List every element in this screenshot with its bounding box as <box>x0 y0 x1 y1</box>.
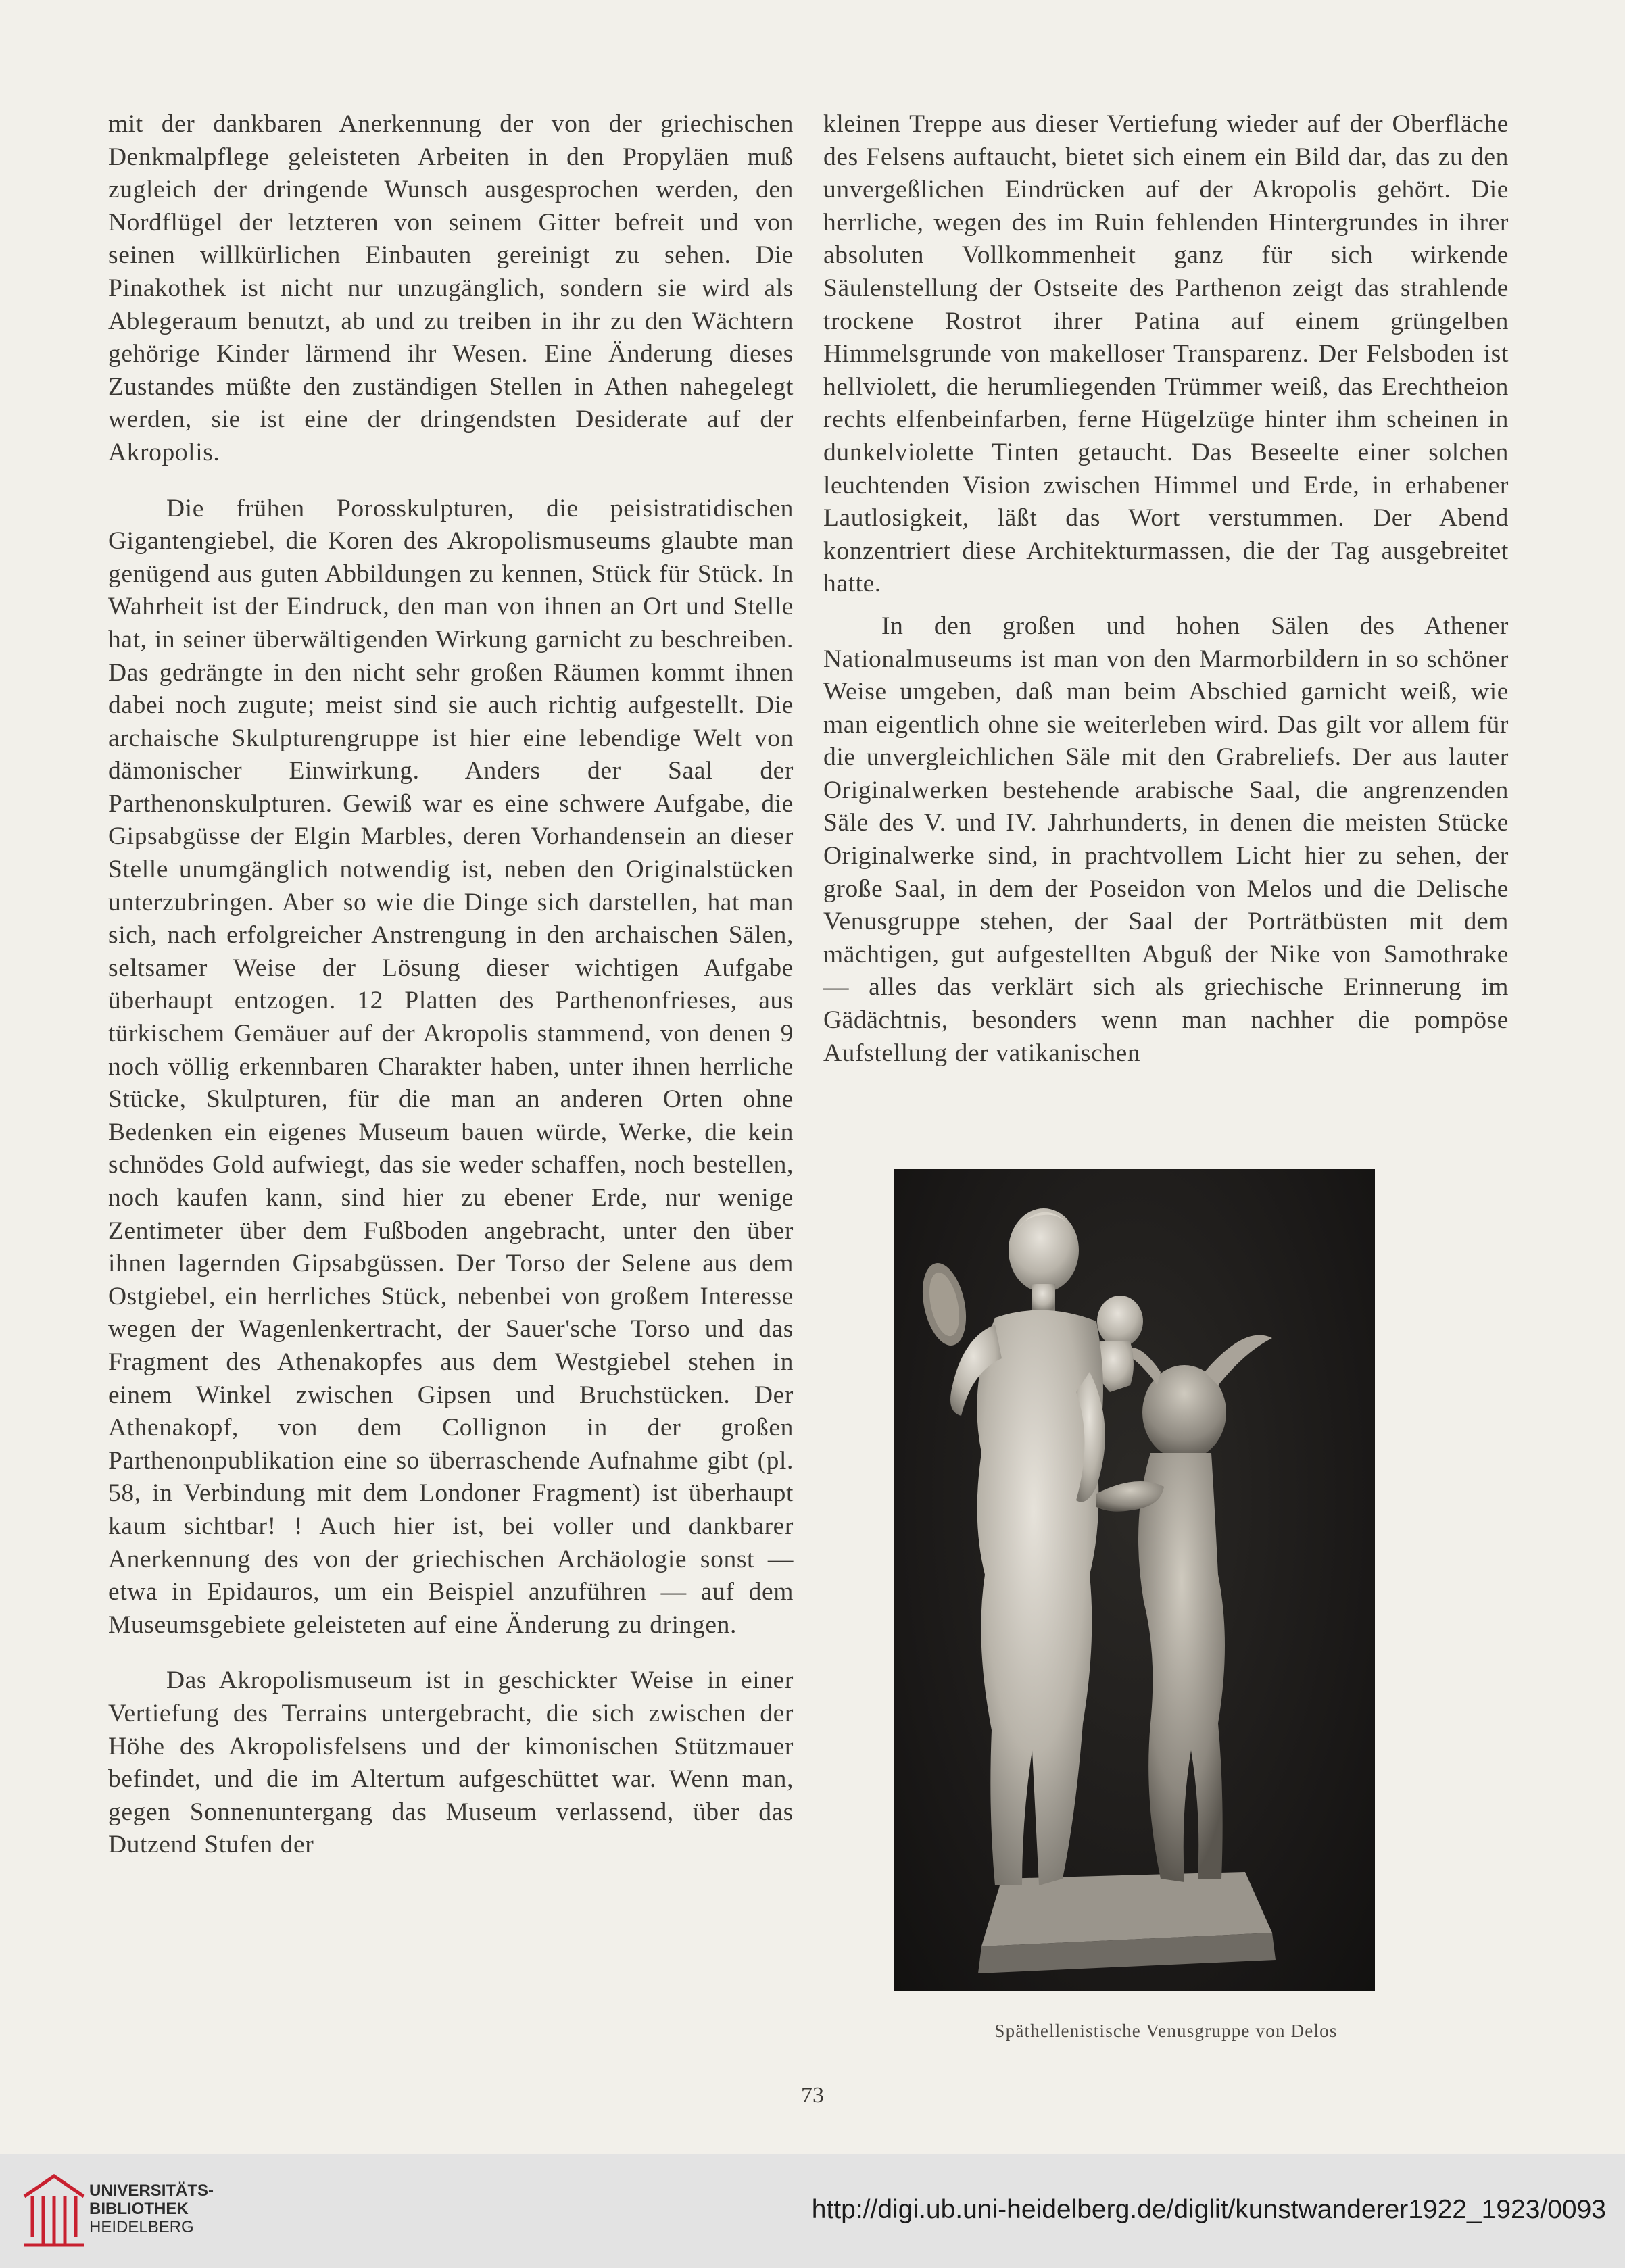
page-number: 73 <box>801 2083 824 2108</box>
library-name-line: BIBLIOTHEK <box>89 2200 189 2218</box>
paragraph: Die frühen Porosskulpturen, die peisistratidischen Gigantengiebel, die Koren des Akropolismuseums glaubte man genügend aus guten Abbildungen zu kennen, Stück für Stück. In Wahrheit ist der Eindruck, den man von ihnen an Ort und Stelle hat, in seiner überwältigenden Wirkung garnicht zu beschreiben. Das gedrängte in den nicht sehr großen Räumen kommt ihnen dabei noch zugute; meist sind sie auch richtig aufgestellt. Die archaische Skulpturengruppe ist hier eine lebendige Welt von dämonischer Einwirkung. Anders der Saal der Parthenonskulpturen. Gewiß war es eine schwere Aufgabe, die Gipsabgüsse der Elgin Marbles, deren Vorhandensein an dieser Stelle unumgänglich notwendig ist, neben den Originalstücken unterzubringen. Aber so wie die Dinge sich darstellen, hat man sich, nach erfolgreicher Anstrengung in den archaischen Sälen, seltsamer Weise der Lösung dieser wichtigen Aufgabe überhaupt entzogen. 12 Platten des Parthenonfrieses, aus türkischem Gemäuer auf der Akropolis stammend, von denen 9 noch völlig erkennbaren Charakter haben, unter ihnen herrliche Stücke, Skulpturen, für die man an anderen Orten ohne Bedenken ein eigenes Museum bauen würde, Werke, die kein schnödes Gold aufwiegt, das sie weder schaffen, noch bestellen, noch kaufen kann, sind hier zu ebener Erde, nur wenige Zentimeter über dem Fußboden angebracht, unter den über ihnen lagernden Gipsabgüssen. Der Torso der Selene aus dem Ostgiebel, ein herrliches Stück, nebenbei von großem Interesse wegen der Wagenlenkertracht, der Sauer'sche Torso und das Fragment des Athenakopfes aus dem Westgiebel stehen in einem Winkel zwischen Gipsen und Bruchstücken. Der Athenakopf, von dem Collignon in der großen Parthenonpublikation eine so überraschende Aufnahme gibt (pl. 58, in Verbindung mit dem Londoner Fragment) ist überhaupt kaum sichtbar! ! Auch hier ist, bei voller und dankbarer Anerkennung des von der griechischen Archäologie sonst — etwa in Epidauros, um ein Beispiel anzuführen — auf dem Museumsgebiete geleisteten auf eine Änderung zu dringen. <box>108 494 794 1639</box>
university-library-logo[interactable] <box>19 2169 93 2250</box>
source-url-link[interactable]: http://digi.ub.uni-heidelberg.de/diglit/kunstwanderer1922_1923/0093 <box>811 2195 1606 2224</box>
paragraph: mit der dankbaren Anerkennung der von der griechischen Denkmalpflege geleisteten Arbeiten in den Propyläen muß zugleich der dringende Wunsch ausgesprochen werden, den Nordflügel der letzteren von seinem Gitter befreit und von seinen willkürlichen Einbauten gereinigt zu sehen. Die Pinakothek ist nicht nur unzugänglich, sondern sie wird als Ablegeraum benutzt, ab und zu treiben in ihr zu den Wächtern gehörige Kinder lärmend ihr Wesen. Eine Änderung dieses Zustandes müßte den zuständigen Stellen in Athen nahegelegt werden, sie ist eine der dringendsten Desiderate auf der Akropolis. <box>108 110 794 466</box>
paragraph: In den großen und hohen Sälen des Athener Nationalmuseums ist man von den Marmorbildern in so schöner Weise umgeben, daß man beim Abschied garnicht weiß, wie man eigentlich ohne sie weiterleben wird. Das gilt vor allem für die unvergleichlichen Säle mit den Grabreliefs. Der aus lauter Originalwerken bestehende arabische Saal, die angrenzenden Säle des V. und IV. Jahrhunderts, in denen die meisten Stücke Originalwerke sind, in prachtvollem Licht hier zu sehen, der große Saal, in dem der Poseidon von Melos und die Delische Venusgruppe stehen, der Saal der Porträtbüsten mit dem mächtigen, gut aufgestellten Abguß der Nike von Samothrake — alles das verklärt sich als griechische Erinnerung im Gädächtnis, besonders wenn man nachher die pompöse Aufstellung der vatikanischen <box>823 612 1509 1067</box>
figure-caption: Späthellenistische Venusgruppe von Delos <box>994 2021 1338 2041</box>
left-text-column <box>108 108 794 1862</box>
venus-group-photo <box>894 1169 1375 1991</box>
library-name-line: HEIDELBERG <box>89 2218 194 2236</box>
statue-illustration <box>894 1169 1375 1991</box>
paragraph: Das Akropolismuseum ist in geschickter Weise in einer Vertiefung des Terrains untergebracht, die sich zwischen der Höhe des Akropolisfelsens und der kimonischen Stützmauer befindet, und die im Altertum aufgeschüttet war. Wenn man, gegen Sonnenuntergang das Museum verlassend, über das Dutzend Stufen der <box>108 1667 794 1859</box>
paragraph: kleinen Treppe aus dieser Vertiefung wieder auf der Oberfläche des Felsens auftaucht, bietet sich einem ein Bild dar, das zu den unvergeßlichen Eindrücken auf der Akropolis gehört. Die herrliche, wegen des im Ruin fehlenden Hintergrundes in ihrer absoluten Vollkommenheit ganz für sich wirkende Säulenstellung der Ostseite des Parthenon zeigt das strahlende trockene Rostrot ihrer Patina auf einem grüngelben Himmelsgrunde von makelloser Transparenz. Der Felsboden ist hellviolett, die herumliegenden Trümmer weiß, das Erechtheion rechts elfenbeinfarben, ferne Hügelzüge hinter ihm scheinen in dunkelviolette Tinten getaucht. Das Beseelte einer solchen leuchtenden Vision zwischen Himmel und Erde, in erhabener Lautlosigkeit, läßt das Wort verstummen. Der Abend konzentriert diese Architekturmassen, die der Tag ausgebreitet hatte. <box>823 110 1509 598</box>
library-name-line: UNIVERSITÄTS- <box>89 2181 214 2200</box>
library-name <box>89 2181 214 2236</box>
right-text-column <box>823 108 1509 1070</box>
library-footer <box>0 2154 1625 2268</box>
